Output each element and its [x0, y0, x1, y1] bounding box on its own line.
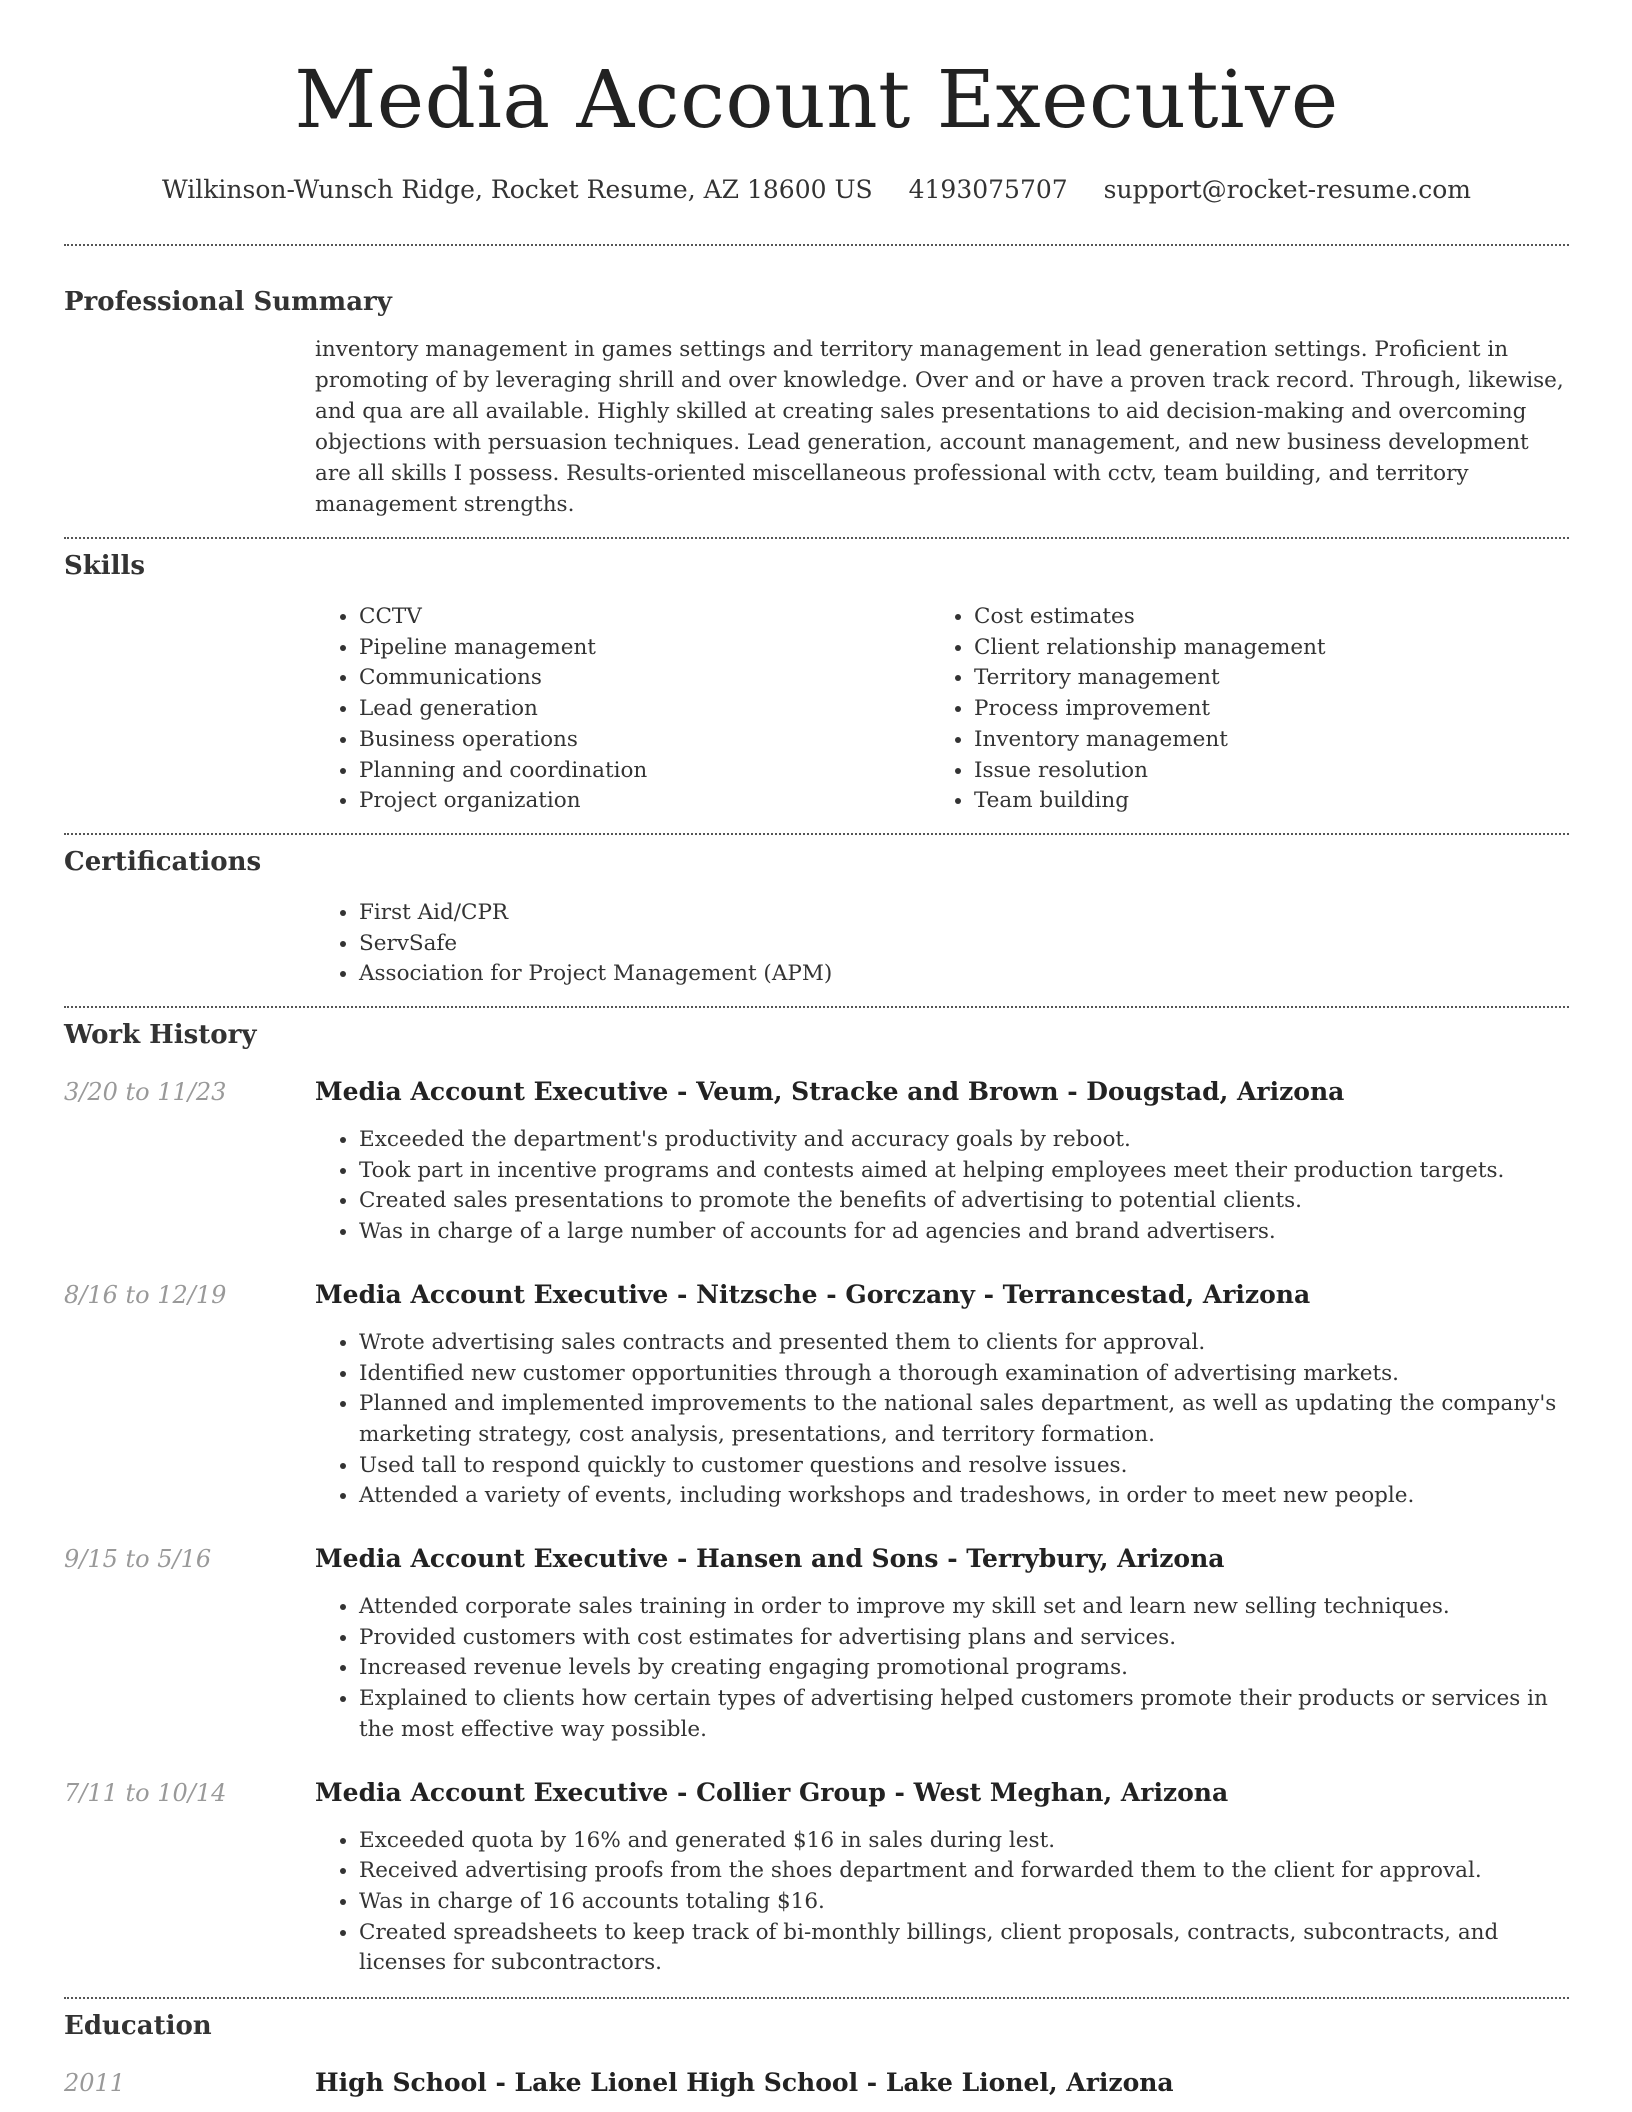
resume-name: Media Account Executive	[294, 53, 1339, 146]
resume-page	[64, 0, 1569, 2099]
contact-phone: 4193075707	[908, 175, 1068, 204]
skills-list-left	[315, 602, 930, 817]
skill-item: • Pipeline management	[359, 633, 930, 664]
job-bullets	[315, 1125, 1569, 1248]
job-bullet: • Planned and implemented improvements to the national sales department, as well as updating the company's marketing strategy, cost analysis, presentations, and territory formation.	[359, 1389, 1569, 1450]
divider	[64, 1006, 1569, 1008]
job-bullet: • Attended a variety of events, including workshops and tradeshows, in order to meet new people.	[359, 1481, 1569, 1512]
job-dates: 7/11 to 10/14	[64, 1778, 227, 1807]
job-dates: 3/20 to 11/23	[64, 1078, 227, 1107]
job-bullets	[315, 1592, 1569, 1746]
summary-text: inventory management in games settings and territory management in lead generation settings. Proficient in promoting of by leveraging shrill and over knowledge. Over and or have a proven track record. Through, likewise, and qua are all available. Highly skilled at creating sales presentations to aid decision-making and overcoming objections with persuasion techniques. Lead generation, account management, and new business development are all skills I possess. Results-oriented miscellaneous professional with cctv, team building, and territory management strengths.	[315, 337, 1564, 517]
education-heading: High School - Lake Lionel High School - Lake Lionel, Arizona	[315, 2068, 1174, 2098]
divider	[64, 833, 1569, 835]
job-entry	[64, 1543, 1569, 1746]
education-entry	[64, 2067, 1569, 2099]
skills-list-right	[930, 602, 1545, 817]
skill-item: • Planning and coordination	[359, 756, 930, 787]
job-bullet: • Was in charge of 16 accounts totaling $16.	[359, 1887, 1569, 1918]
contact-line	[64, 174, 1569, 206]
skill-item: • CCTV	[359, 602, 930, 633]
certifications-section	[64, 845, 1569, 990]
work-history-title: Work History	[64, 1020, 257, 1051]
skill-item: • Lead generation	[359, 694, 930, 725]
divider	[64, 1997, 1569, 1999]
skill-item: • Communications	[359, 663, 930, 694]
job-bullet: • Created sales presentations to promote the benefits of advertising to potential clients.	[359, 1186, 1569, 1217]
certification-item: • First Aid/CPR	[359, 898, 1569, 929]
skill-item: • Inventory management	[974, 725, 1545, 756]
job-bullets	[315, 1328, 1569, 1512]
skill-item: • Territory management	[974, 663, 1545, 694]
job-entry	[64, 1279, 1569, 1512]
job-bullet: • Created spreadsheets to keep track of bi-monthly billings, client proposals, contracts, subcontracts, and licenses for subcontractors.	[359, 1918, 1569, 1979]
job-bullet: • Exceeded quota by 16% and generated $16 in sales during lest.	[359, 1826, 1569, 1857]
skill-item: • Client relationship management	[974, 633, 1545, 664]
job-bullets	[315, 1826, 1569, 1980]
education-section	[64, 2009, 1569, 2099]
job-dates: 8/16 to 12/19	[64, 1280, 227, 1309]
job-heading: Media Account Executive - Nitzsche - Gorczany - Terrancestad, Arizona	[315, 1279, 1311, 1309]
job-entry	[64, 1076, 1569, 1248]
contact-email: support@rocket-resume.com	[1103, 175, 1471, 204]
summary-title: Professional Summary	[64, 287, 392, 317]
job-heading: Media Account Executive - Collier Group - West Meghan, Arizona	[315, 1777, 1229, 1807]
skill-item: • Business operations	[359, 725, 930, 756]
skills-section	[64, 549, 1569, 817]
job-bullet: • Received advertising proofs from the shoes department and forwarded them to the client for approval.	[359, 1856, 1569, 1887]
job-bullet: • Used tall to respond quickly to customer questions and resolve issues.	[359, 1451, 1569, 1482]
job-heading: Media Account Executive - Hansen and Sons - Terrybury, Arizona	[315, 1544, 1225, 1574]
certification-item: • Association for Project Management (APM)	[359, 959, 1569, 990]
job-bullet: • Explained to clients how certain types of advertising helped customers promote their products or services in the most effective way possible.	[359, 1684, 1569, 1745]
education-title: Education	[64, 2011, 212, 2042]
job-dates: 9/15 to 5/16	[64, 1545, 212, 1574]
job-bullet: • Identified new customer opportunities through a thorough examination of advertising markets.	[359, 1359, 1569, 1390]
skill-item: • Issue resolution	[974, 756, 1545, 787]
job-bullet: • Took part in incentive programs and contests aimed at helping employees meet their production targets.	[359, 1156, 1569, 1187]
education-dates: 2011	[64, 2069, 126, 2098]
skill-item: • Process improvement	[974, 694, 1545, 725]
certification-item: • ServSafe	[359, 929, 1569, 960]
work-history-section	[64, 1018, 1569, 1979]
certifications-list	[315, 898, 1569, 990]
job-bullet: • Exceeded the department's productivity and accuracy goals by reboot.	[359, 1125, 1569, 1156]
divider	[64, 537, 1569, 539]
job-bullet: • Provided customers with cost estimates for advertising plans and services.	[359, 1623, 1569, 1654]
skill-item: • Cost estimates	[974, 602, 1545, 633]
skill-item: • Team building	[974, 786, 1545, 817]
divider	[64, 244, 1569, 246]
skill-item: • Project organization	[359, 786, 930, 817]
certifications-title: Certifications	[64, 846, 262, 877]
job-heading: Media Account Executive - Veum, Stracke and Brown - Dougstad, Arizona	[315, 1077, 1345, 1107]
contact-address: Wilkinson-Wunsch Ridge, Rocket Resume, AZ 18600 US	[162, 175, 873, 204]
job-entry	[64, 1777, 1569, 1980]
job-bullet: • Was in charge of a large number of accounts for ad agencies and brand advertisers.	[359, 1217, 1569, 1248]
summary-section	[64, 285, 1569, 520]
job-bullet: • Wrote advertising sales contracts and presented them to clients for approval.	[359, 1328, 1569, 1359]
skills-title: Skills	[64, 551, 146, 581]
job-bullet: • Increased revenue levels by creating engaging promotional programs.	[359, 1653, 1569, 1684]
job-bullet: • Attended corporate sales training in order to improve my skill set and learn new selling techniques.	[359, 1592, 1569, 1623]
